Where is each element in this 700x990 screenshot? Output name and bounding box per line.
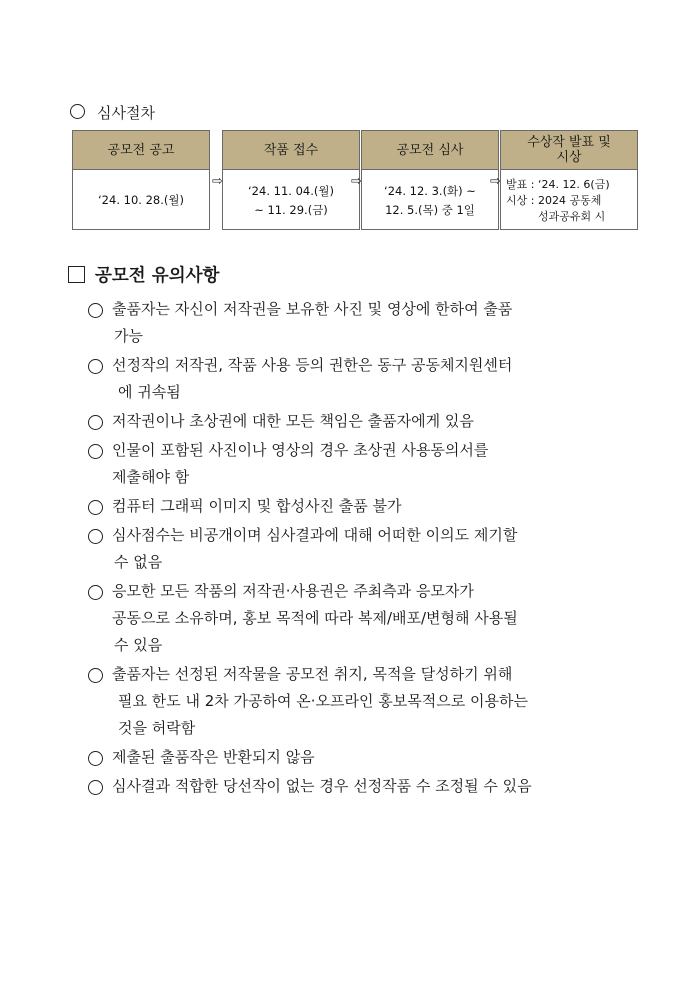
item-text: 응모한 모든 작품의 저작권·사용권은 주최측과 응모자가 xyxy=(112,582,474,600)
step-body xyxy=(73,170,209,231)
circle-bullet-icon xyxy=(88,529,103,544)
circle-bullet-icon xyxy=(88,585,103,600)
item-text: 출품자는 선정된 저작물을 공모전 취지, 목적을 달성하기 위해 xyxy=(112,665,513,683)
step-date: ‘24. 12. 3.(화) ~ xyxy=(384,183,476,198)
item-text-continued: 필요 한도 내 2차 가공하여 온·오프라인 홍보목적으로 이용하는 xyxy=(118,692,528,710)
square-bullet-icon xyxy=(68,266,85,283)
item-text: 출품자는 자신이 저작권을 보유한 사진 및 영상에 한하여 출품 xyxy=(112,300,513,318)
item-text: 선정작의 저작권, 작품 사용 등의 권한은 동구 공동체지원센터 xyxy=(112,356,513,374)
item-text-continued: 것을 허락함 xyxy=(118,719,196,737)
step-head: 작품 접수 xyxy=(223,131,359,170)
right-arrow-icon: ⇨ xyxy=(351,174,362,189)
circle-bullet-icon xyxy=(88,415,103,430)
process-title-text: 심사절차 xyxy=(97,104,155,122)
list-item xyxy=(86,352,646,406)
list-item xyxy=(86,408,646,435)
step-body xyxy=(223,170,359,231)
item-text-continued: 수 있음 xyxy=(114,636,163,654)
notice-list xyxy=(86,296,646,802)
right-arrow-icon: ⇨ xyxy=(212,174,223,189)
circle-bullet-icon xyxy=(88,751,103,766)
circle-bullet-icon xyxy=(88,303,103,318)
circle-bullet-icon xyxy=(88,359,103,374)
step-award xyxy=(500,130,638,230)
item-text: 인물이 포함된 사진이나 영상의 경우 초상권 사용동의서를 xyxy=(112,441,489,459)
item-text: 심사결과 적합한 당선작이 없는 경우 선정작품 수 조정될 수 있음 xyxy=(112,777,532,795)
step-head-line: 시상 xyxy=(556,150,582,165)
circle-bullet-icon xyxy=(88,444,103,459)
step-date: ~ 11. 29.(금) xyxy=(254,202,328,217)
item-text-continued: 공동으로 소유하며, 홍보 목적에 따라 복제/배포/변형해 사용될 xyxy=(112,609,518,627)
section-title xyxy=(68,262,219,287)
list-item xyxy=(86,578,646,659)
item-text-continued: 수 없음 xyxy=(114,553,163,571)
step-date: 12. 5.(목) 중 1일 xyxy=(385,202,475,217)
list-item xyxy=(86,296,646,350)
step-head: 공모전 심사 xyxy=(362,131,498,170)
step-announcement xyxy=(72,130,210,230)
circle-bullet-icon xyxy=(88,668,103,683)
list-item xyxy=(86,773,646,800)
step-detail: 시상 : 2024 공동체 xyxy=(506,193,602,207)
circle-bullet-icon xyxy=(88,780,103,795)
step-submission xyxy=(222,130,360,230)
step-detail: 성과공유회 시 xyxy=(538,209,606,223)
item-text: 저작권이나 초상권에 대한 모든 책임은 출품자에게 있음 xyxy=(112,412,474,430)
item-text: 제출된 출품작은 반환되지 않음 xyxy=(112,748,315,766)
step-review xyxy=(361,130,499,230)
list-item xyxy=(86,744,646,771)
step-head: 공모전 공고 xyxy=(73,131,209,170)
step-date: ‘24. 11. 04.(월) xyxy=(248,183,334,198)
list-item xyxy=(86,493,646,520)
step-date: ‘24. 10. 28.(월) xyxy=(98,193,184,207)
section-title-text: 공모전 유의사항 xyxy=(95,266,220,286)
list-item xyxy=(86,522,646,576)
list-item xyxy=(86,437,646,491)
item-text-continued: 에 귀속됨 xyxy=(118,383,181,401)
right-arrow-icon: ⇨ xyxy=(490,174,501,189)
item-text-continued: 제출해야 함 xyxy=(112,468,190,486)
item-text: 컴퓨터 그래픽 이미지 및 합성사진 출품 불가 xyxy=(112,497,402,515)
item-text-continued: 가능 xyxy=(114,327,143,345)
step-detail: 발표 : ‘24. 12. 6(금) xyxy=(506,177,610,191)
circle-bullet-icon xyxy=(88,500,103,515)
step-body xyxy=(362,170,498,231)
step-head xyxy=(501,131,637,170)
list-item xyxy=(86,661,646,742)
step-head-line: 수상작 발표 및 xyxy=(527,135,611,150)
process-title xyxy=(70,102,155,123)
item-text: 심사점수는 비공개이며 심사결과에 대해 어떠한 이의도 제기할 xyxy=(112,526,518,544)
step-body xyxy=(501,170,637,231)
circle-bullet-icon xyxy=(70,104,85,119)
